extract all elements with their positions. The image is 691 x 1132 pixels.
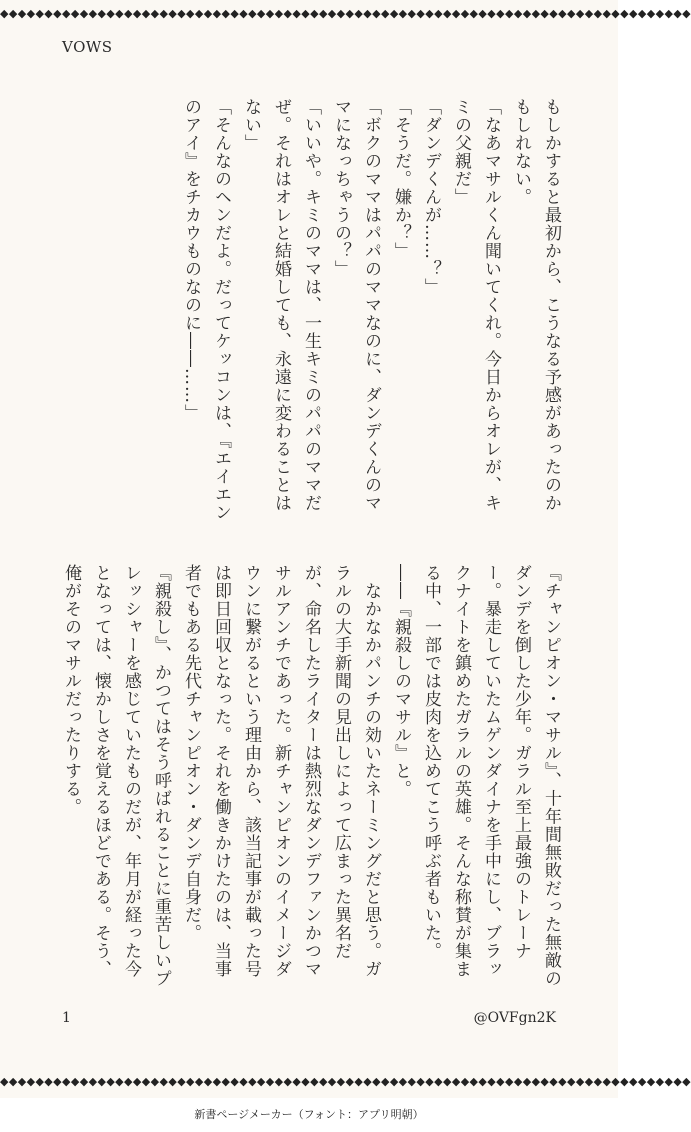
paragraph: 「そんなのヘンだよ。だってケッコンは、『エイエンのアイ』をチカウものなのに――……」 bbox=[181, 98, 231, 522]
upper-text-column bbox=[50, 98, 566, 528]
footer-caption: 新書ページメーカー（フォント：アプリ明朝） bbox=[194, 1108, 424, 1121]
paragraph: 「ダンデくんが……？」 bbox=[421, 98, 441, 296]
top-diamond-border: ◆◆◆◆◆◆◆◆◆◆◆◆◆◆◆◆◆◆◆◆◆◆◆◆◆◆◆◆◆◆◆◆◆◆◆◆◆◆◆◆◆◆◆◆◆◆◆◆◆◆◆◆◆◆◆◆◆◆◆◆◆◆◆◆◆◆◆◆◆◆◆◆◆◆◆◆◆◆ bbox=[0, 7, 691, 20]
paragraph: 『親殺し』、かつてはそう呼ばれることに重苦しいプレッシャーを感じていたものだが、年月が経った今となっては、懐かしさを覚えるほどである。そう、俺がそのマサルだったりする。 bbox=[61, 564, 171, 988]
bottom-diamond-border: ◆◆◆◆◆◆◆◆◆◆◆◆◆◆◆◆◆◆◆◆◆◆◆◆◆◆◆◆◆◆◆◆◆◆◆◆◆◆◆◆◆◆◆◆◆◆◆◆◆◆◆◆◆◆◆◆◆◆◆◆◆◆◆◆◆◆◆◆◆◆◆◆◆◆◆◆◆◆ bbox=[0, 1075, 691, 1088]
paragraph: 「そうだ。嫌か？」 bbox=[391, 98, 411, 260]
author-handle: @OVFgn2K bbox=[473, 1010, 556, 1026]
paragraph: もしかすると最初から、こうなる予感があったのかもしれない。 bbox=[511, 98, 561, 512]
paragraph: 『チャンピオン・マサル』、十年間無敗だった無敵のダンデを倒した少年。ガラル至上最強のトレーナー。暴走していたムゲンダイナを手中にし、ブラックナイトを鎮めたガラルの英雄。そんな称賛が集まる中、一部では皮肉を込めてこう呼ぶ者もいた。――『親殺しのマサル』と。 bbox=[391, 564, 561, 988]
paragraph: 「ボクのママはパパのママなのに、ダンデくんのママになっちゃうの？」 bbox=[331, 98, 381, 512]
paragraph: なかなかパンチの効いたネーミングだと思う。ガラルの大手新聞の見出しによって広まった異名だが、命名したライターは熱烈なダンデファンかつマサルアンチであった。新チャンピオンのイメージダウンに繋がるという理由から、該当記事が載った号は即日回収となった。それを働きかけたのは、当事者でもある先代チャンピオン・ダンデ自身だ。 bbox=[181, 564, 381, 978]
page-title: VOWS bbox=[62, 38, 113, 56]
paragraph: 「いいや。キミのママは、一生キミのパパのママだぜ。それはオレと結婚しても、永遠に変わることはない」 bbox=[241, 98, 321, 512]
paragraph: 「なあマサルくん聞いてくれ。今日からオレが、キミの父親だ」 bbox=[451, 98, 501, 512]
lower-text-column bbox=[50, 564, 566, 994]
page-number: 1 bbox=[62, 1010, 71, 1026]
